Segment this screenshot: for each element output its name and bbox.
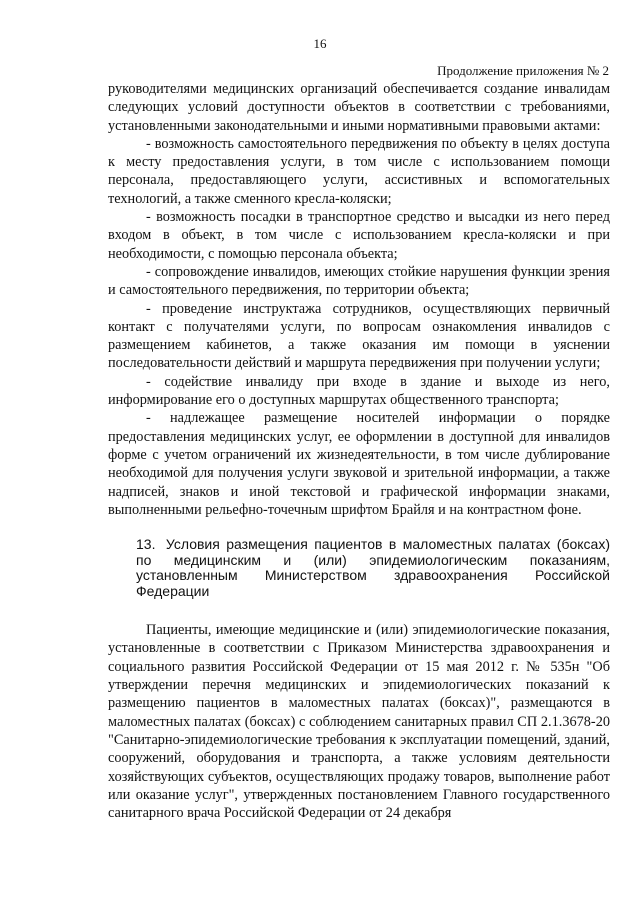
document-body — [108, 80, 610, 822]
intro-paragraph: руководителями медицинских организаций обеспечивается создание инвалидам следующих условий доступности объектов в соответствии с требованиями, установленными законодательными и иными нормативными правовыми актами: — [108, 81, 610, 134]
list-item: - сопровождение инвалидов, имеющих стойкие нарушения функции зрения и самостоятельного передвижения, по территории объекта; — [108, 263, 610, 299]
list-item: - возможность посадки в транспортное средство и высадки из него перед входом в объект, в том числе с использованием кресла-коляски и при необходимости, с помощью персонала объекта; — [108, 209, 610, 262]
appendix-note: Продолжение приложения № 2 — [437, 63, 609, 78]
section-title: Условия размещения пациентов в маломестных палатах (боксах) по медицинским и (или) эпидемиологическим показаниям, установленным Министерством здравоохранения Российской Федерации — [136, 536, 610, 599]
list-item: - содействие инвалиду при входе в здание и выходе из него, информирование его о доступных маршрутах общественного транспорта; — [108, 373, 610, 409]
page-number: 16 — [313, 36, 327, 51]
section-heading — [136, 537, 610, 599]
section-paragraph: Пациенты, имеющие медицинские и (или) эпидемиологические показания, установленные в соответствии с Приказом Министерства здравоохранения и социального развития Российской Федерации от 15 мая 2012 г. № 535н "Об утверждении перечня медицинских и эпидемиологических показаний к размещению пациентов в маломестных палатах (боксах)", размещаются в маломестных палатах (боксах) с соблюдением санитарных правил СП 2.1.3678-20 "Санитарно-эпидемиологические требования к эксплуатации помещений, зданий, сооружений, оборудования и транспорта, а также условиям деятельности хозяйствующих субъектов, осуществляющих продажу товаров, выполнение работ или оказание услуг", утвержденных постановлением Главного государственного санитарного врача Российской Федерации от 24 декабря — [108, 622, 610, 822]
section-number: 13. — [136, 536, 156, 553]
list-item: - проведение инструктажа сотрудников, осуществляющих первичный контакт с получателями услуги, по вопросам ознакомления инвалидов с размещением кабинетов, а также оказания им помощи в уяснении последовательности действий и маршрута передвижения при получении услуги; — [108, 300, 610, 372]
list-item: - возможность самостоятельного передвижения по объекту в целях доступа к месту предоставления услуги, в том числе с использованием помощи персонала, предоставляющего услуги, ассистивных и вспомогательных технологий, а также сменного кресла-коляски; — [108, 135, 610, 207]
list-item: - надлежащее размещение носителей информации о порядке предоставления медицинских услуг, ее оформлении в доступной для инвалидов форме с учетом ограничений их жизнедеятельности, в том числе дублирование необходимой для получения услуги звуковой и зрительной информации, а также надписей, знаков и иной текстовой и графической информации знаками, выполненными рельефно-точечным шрифтом Брайля и на контрастном фоне. — [108, 410, 610, 518]
